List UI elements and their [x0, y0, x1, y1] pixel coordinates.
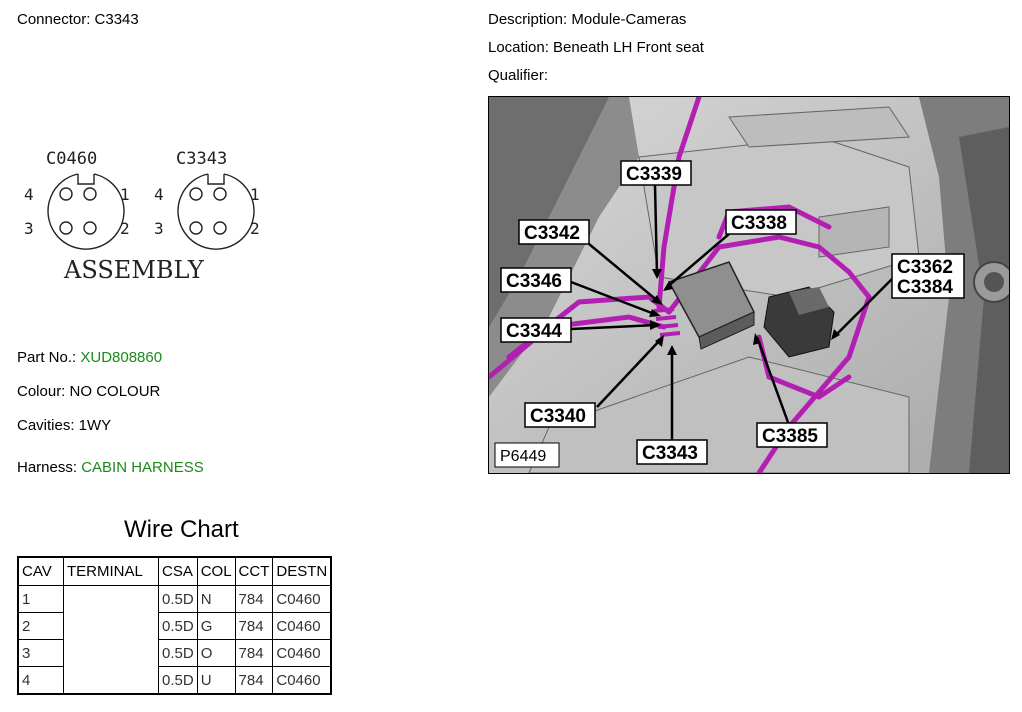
qualifier-label: Qualifier:: [488, 67, 549, 84]
cell-destn: C0460: [273, 613, 331, 640]
harness-value[interactable]: CABIN HARNESS: [81, 459, 204, 476]
part-no-row: [17, 349, 162, 366]
callout-c3343: [637, 440, 707, 464]
wire-chart-table: [17, 556, 332, 695]
cell-col: N: [197, 586, 235, 613]
cell-cav: 3: [18, 640, 64, 667]
cell-cct: 784: [235, 586, 273, 613]
cell-destn: C0460: [273, 640, 331, 667]
svg-text:C3340: C3340: [530, 406, 586, 427]
svg-text:C3343: C3343: [642, 443, 698, 464]
cell-csa: 0.5D: [159, 613, 198, 640]
cell-cct: 784: [235, 667, 273, 695]
cell-col: U: [197, 667, 235, 695]
cell-destn: C0460: [273, 586, 331, 613]
right-pin-3: 3: [154, 219, 164, 238]
harness-label: Harness:: [17, 459, 78, 476]
callout-c3344: [501, 318, 571, 342]
photo-ref-label: P6449: [500, 448, 547, 465]
part-no-label: Part No.:: [17, 349, 77, 366]
header-col: COL: [197, 557, 235, 586]
cell-terminal: [64, 586, 159, 695]
cell-destn: C0460: [273, 667, 331, 695]
cell-cav: 4: [18, 667, 64, 695]
right-connector-icon: [178, 174, 254, 249]
left-pin-3: 3: [24, 219, 34, 238]
left-pin-1: 1: [120, 185, 130, 204]
connector-label: Connector: C3343: [17, 11, 139, 28]
table-row: [18, 586, 331, 613]
cell-cct: 784: [235, 640, 273, 667]
svg-text:C3339: C3339: [626, 164, 682, 185]
header-cav: CAV: [18, 557, 64, 586]
left-connector-icon: [48, 174, 124, 249]
right-pin-4: 4: [154, 185, 164, 204]
svg-text:C3384: C3384: [897, 277, 953, 298]
callout-c3385: [757, 423, 827, 447]
cell-csa: 0.5D: [159, 586, 198, 613]
left-pin-4: 4: [24, 185, 34, 204]
cell-col: O: [197, 640, 235, 667]
cell-cav: 1: [18, 586, 64, 613]
svg-text:C3344: C3344: [506, 321, 562, 342]
cell-csa: 0.5D: [159, 667, 198, 695]
callout-c3342: [519, 220, 589, 244]
svg-text:C3338: C3338: [731, 213, 787, 234]
header-destn: DESTN: [273, 557, 331, 586]
location-label: Location: Beneath LH Front seat: [488, 39, 704, 56]
svg-text:C3385: C3385: [762, 426, 818, 447]
location-photo-drawing: [489, 97, 1009, 473]
right-pin-2: 2: [250, 219, 260, 238]
header-terminal: TERMINAL: [64, 557, 159, 586]
description-label: Description: Module-Cameras: [488, 11, 687, 28]
header-cct: CCT: [235, 557, 273, 586]
right-pin-1: 1: [250, 185, 260, 204]
header-csa: CSA: [159, 557, 198, 586]
location-photo: [488, 96, 1010, 474]
callout-c3340: [525, 403, 595, 427]
part-no-value[interactable]: XUD808860: [80, 349, 163, 366]
left-connector-name: C0460: [46, 149, 98, 169]
left-pin-2: 2: [120, 219, 130, 238]
cell-cct: 784: [235, 613, 273, 640]
callout-c3346: [501, 268, 571, 292]
cell-cav: 2: [18, 613, 64, 640]
cell-col: G: [197, 613, 235, 640]
callout-c3362-c3384: [892, 254, 964, 298]
connector-diagram: [14, 140, 284, 290]
wire-chart-header-row: [18, 557, 331, 586]
right-connector-name: C3343: [176, 149, 228, 169]
callout-c3338: [726, 210, 796, 234]
cell-csa: 0.5D: [159, 640, 198, 667]
harness-row: [17, 459, 204, 476]
callout-c3339: [621, 161, 691, 185]
colour-label: Colour: NO COLOUR: [17, 383, 161, 400]
svg-text:C3362: C3362: [897, 257, 953, 278]
svg-text:C3346: C3346: [506, 271, 562, 292]
wire-chart-title: Wire Chart: [124, 516, 239, 543]
cavities-label: Cavities: 1WY: [17, 417, 112, 434]
svg-text:C3342: C3342: [524, 223, 580, 244]
assembly-label: ASSEMBLY: [64, 256, 204, 284]
